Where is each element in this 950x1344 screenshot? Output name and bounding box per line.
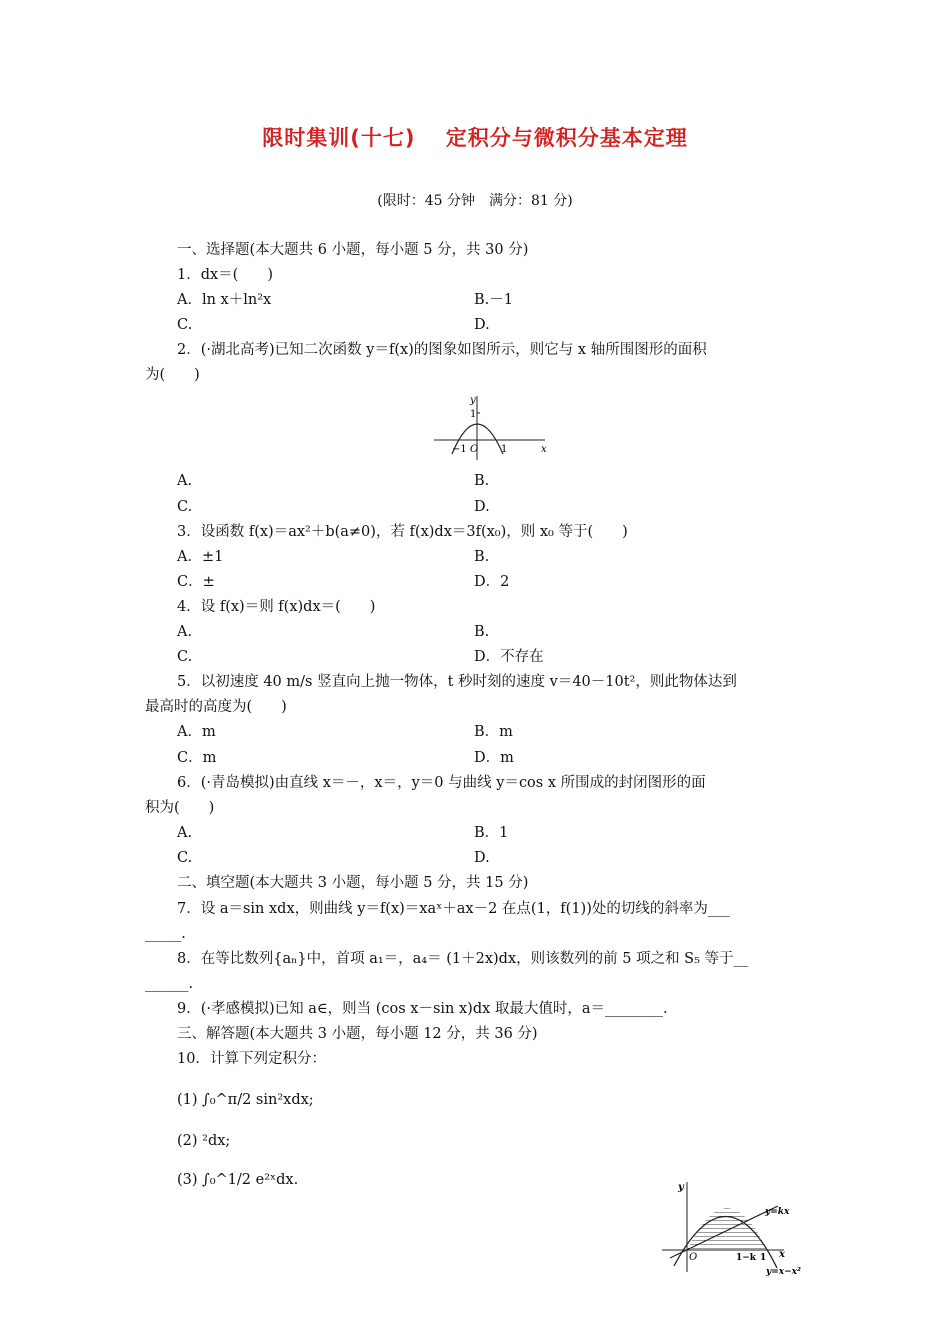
sub-question: (1) ∫₀^π/2 sin²xdx;	[177, 1092, 314, 1108]
section-heading: 一、选择题(本大题共 6 小题，每小题 5 分，共 30 分)	[177, 242, 529, 258]
question-text: 8．在等比数列{aₙ}中，首项 a₁＝，a₄＝ (1＋2x)dx，则该数列的前 5 项之和 S₅ 等于__	[177, 951, 749, 967]
option-b: B.－1	[474, 292, 513, 308]
question-text-cont: _____.	[145, 926, 186, 942]
option-c: C．m	[177, 750, 217, 766]
option-b: B．m	[474, 724, 513, 740]
sub-question: (3) ∫₀^1/2 e²ˣdx.	[177, 1172, 299, 1188]
option-a: A.	[177, 473, 193, 489]
option-b: B．1	[474, 825, 509, 841]
question-text-cont: 积为( )	[145, 800, 215, 816]
page-subtitle: (限时：45 分钟 满分：81 分)	[377, 193, 573, 209]
question-text: 9．(·孝感模拟)已知 a∈，则当 (cos x－sin x)dx 取最大值时，a＝________.	[177, 1001, 668, 1017]
tick-label: −1	[452, 444, 467, 455]
question-text: 10．计算下列定积分：	[177, 1051, 326, 1067]
origin-label: O	[470, 444, 479, 455]
tick-label: 1	[470, 409, 477, 420]
question-text-cont: 为( )	[145, 367, 200, 383]
axis-label-y: y	[678, 1182, 684, 1193]
question-text: 7．设 a＝sin xdx，则曲线 y＝f(x)＝xaˣ＋ax－2 在点(1，f(1))处的切线的斜率为___	[177, 901, 730, 917]
option-c: C.	[177, 850, 193, 866]
option-a: A．ln x＋ln²x	[177, 292, 272, 308]
axis-label-x: x	[779, 1249, 785, 1260]
axis-label-y: y	[470, 395, 476, 406]
question-text: 2．(·湖北高考)已知二次函数 y＝f(x)的图象如图所示，则它与 x 轴所围图形的面积	[177, 342, 707, 358]
question-text-cont: ______.	[145, 976, 194, 992]
origin-label: O	[689, 1252, 698, 1263]
option-d: D．2	[474, 574, 510, 590]
tick-label: 1−k	[736, 1253, 757, 1263]
question-text: 4．设 f(x)＝则 f(x)dx＝( )	[177, 599, 376, 615]
option-c: C.	[177, 499, 193, 515]
option-a: A.	[177, 624, 193, 640]
page-title: 限时集训(十七) 定积分与微积分基本定理	[262, 126, 688, 150]
option-b: B.	[474, 549, 490, 565]
option-b: B.	[474, 473, 490, 489]
section-heading: 三、解答题(本大题共 3 小题，每小题 12 分，共 36 分)	[177, 1026, 538, 1042]
section-heading: 二、填空题(本大题共 3 小题，每小题 5 分，共 15 分)	[177, 875, 529, 891]
shaded-area-figure	[660, 1176, 810, 1280]
option-b: B.	[474, 624, 490, 640]
parabola-figure	[430, 392, 555, 462]
option-d: D.	[474, 850, 490, 866]
axis-label-x: x	[541, 444, 547, 455]
tick-label: 1	[501, 444, 508, 455]
option-d: D．m	[474, 750, 514, 766]
question-text: 6．(·青岛模拟)由直线 x＝－，x＝，y＝0 与曲线 y＝cos x 所围成的封闭图形的面	[177, 775, 706, 791]
option-a: A．±1	[177, 549, 224, 565]
option-d: D．不存在	[474, 649, 544, 665]
option-a: A．m	[177, 724, 216, 740]
option-d: D.	[474, 499, 490, 515]
option-c: C.	[177, 649, 193, 665]
tick-label: 1	[760, 1253, 767, 1263]
question-text-cont: 最高时的高度为( )	[145, 699, 287, 715]
option-c: C.	[177, 317, 193, 333]
sub-question: (2) ²dx;	[177, 1133, 231, 1149]
question-text: 3．设函数 f(x)＝ax²＋b(a≠0)，若 f(x)dx＝3f(x₀)，则 x₀ 等于( )	[177, 524, 628, 540]
question-text: 1．dx＝( )	[177, 267, 273, 283]
option-d: D.	[474, 317, 490, 333]
option-c: C．±	[177, 574, 215, 590]
curve-label: y=x−x²	[766, 1267, 801, 1277]
question-text: 5．以初速度 40 m/s 竖直向上抛一物体，t 秒时刻的速度 v＝40－10t²，则此物体达到	[177, 674, 737, 690]
option-a: A.	[177, 825, 193, 841]
line-label: y=kx	[765, 1207, 790, 1217]
